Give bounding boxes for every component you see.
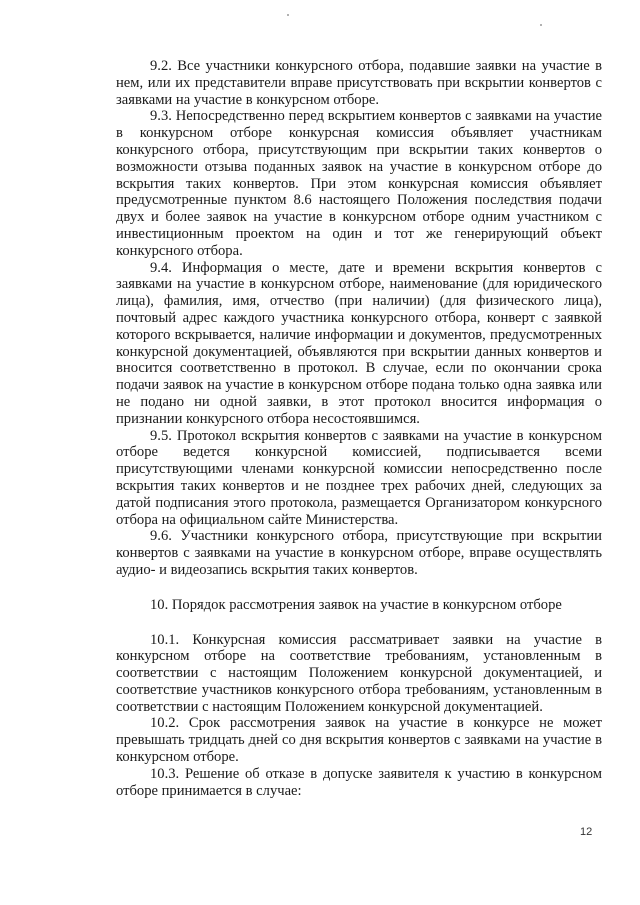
paragraph-9-6: 9.6. Участники конкурсного отбора, присутствующие при вскрытии конвертов с заявками на участие в конкурсном отборе, вправе осуществлять аудио- и видеозапись вскрытия таких конвертов. xyxy=(116,528,602,578)
paragraph-10-1: 10.1. Конкурсная комиссия рассматривает заявки на участие в конкурсном отборе на соответствие требованиям, установленным в соответствии с настоящим Положением конкурсной документацией, и соответствие участников конкурсного отбора требованиям, установленным в соответствии с настоящим Положением конкурсной документацией. xyxy=(116,631,602,715)
paragraph-9-3: 9.3. Непосредственно перед вскрытием конвертов с заявками на участие в конкурсном отборе конкурсная комиссия объявляет участникам конкурсного отбора, присутствующим при вскрытии таких конвертов о возможности отзыва поданных заявок на участие в конкурсном отборе до вскрытия таких конвертов. При этом конкурсная комиссия объявляет предусмотренные пунктом 8.6 настоящего Положения последствия подачи двух и более заявок на участие в конкурсном отборе одним участником с инвестиционным проектом на один и тот же генерирующий объект конкурсного отбора. xyxy=(116,108,602,259)
paragraph-10-2: 10.2. Срок рассмотрения заявок на участие в конкурсе не может превышать тридцать дней со дня вскрытия конвертов с заявками на участие в конкурсном отборе. xyxy=(116,715,602,766)
scan-speck xyxy=(540,24,542,26)
document-body xyxy=(116,58,602,799)
section-heading: 10. Порядок рассмотрения заявок на участие в конкурсном отборе xyxy=(150,596,562,613)
paragraph-9-5: 9.5. Протокол вскрытия конвертов с заявками на участие в конкурсном отборе ведется конкурсной комиссией, подписывается всеми присутствующими членами конкурсной комиссии непосредственно после вскрытия таких конвертов и не позднее трех рабочих дней, следующих за датой подписания этого протокола, размещается Организатором конкурсного отбора на официальном сайте Министерства. xyxy=(116,427,602,528)
page-number: 12 xyxy=(580,826,593,838)
paragraph-10-3: 10.3. Решение об отказе в допуске заявителя к участию в конкурсном отборе принимается в случае: xyxy=(116,765,602,799)
paragraph-9-2: 9.2. Все участники конкурсного отбора, подавшие заявки на участие в нем, или их представители вправе присутствовать при вскрытии конвертов с заявками на участие в конкурсном отборе. xyxy=(116,58,602,108)
paragraph-9-4: 9.4. Информация о месте, дате и времени вскрытия конвертов с заявками на участие в конкурсном отборе, наименование (для юридического лица), фамилия, имя, отчество (при наличии) (для физического лица), почтовый адрес каждого участника конкурсного отбора, конверт с заявкой которого вскрывается, наличие информации и документов, предусмотренных конкурсной документацией, объявляются при вскрытии данных конвертов и вносится соответственно в протокол. В случае, если по окончании срока подачи заявок на участие в конкурсном отборе подана только одна заявка или не подано ни одной заявки, в этот протокол вносится информация о признании конкурсного отбора несостоявшимся. xyxy=(116,259,602,427)
scan-speck xyxy=(287,14,289,16)
